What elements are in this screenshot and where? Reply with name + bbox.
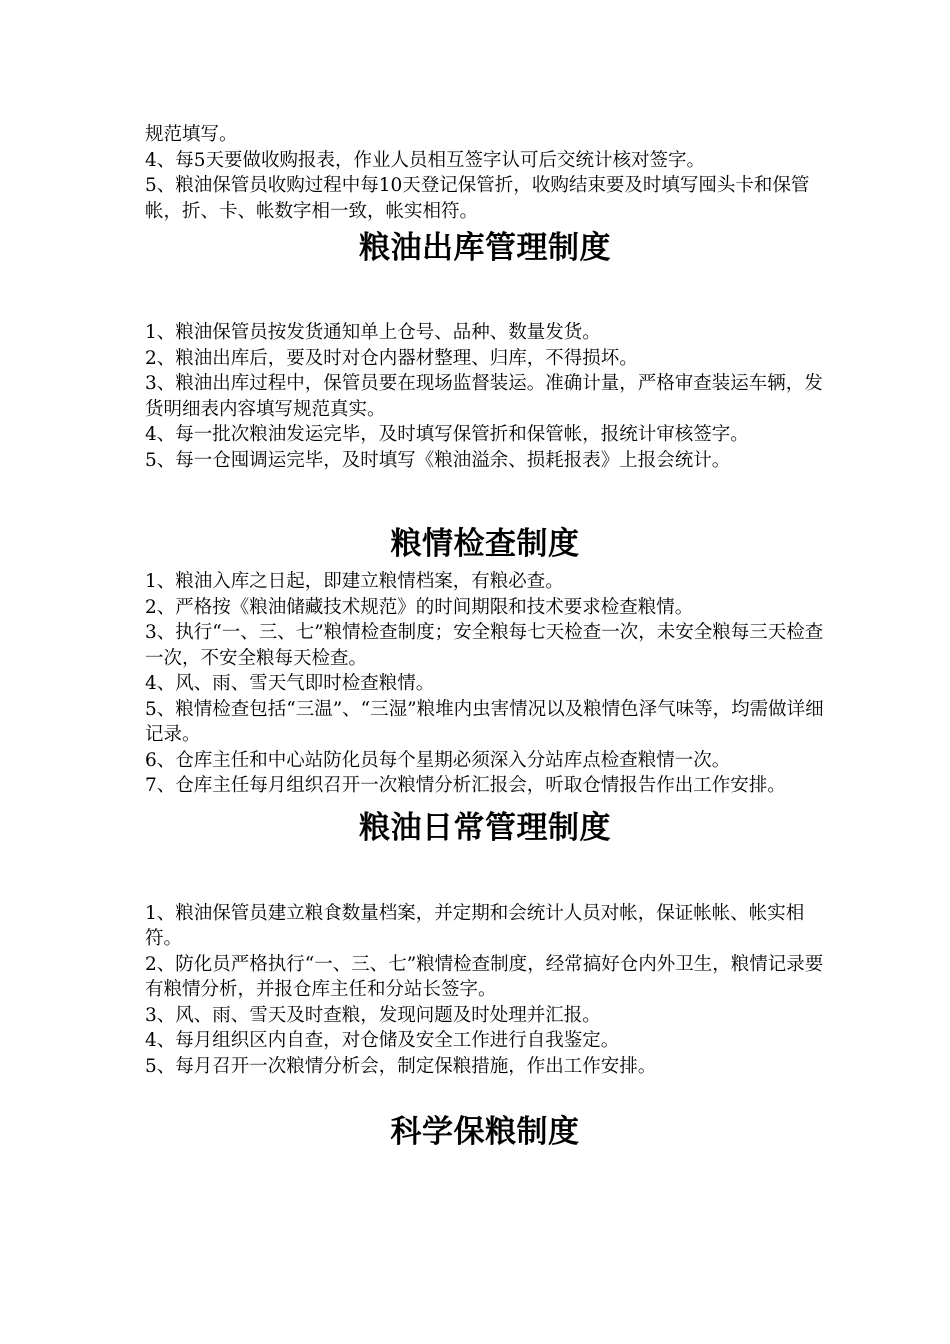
paragraph: 6、仓库主任和中心站防化员每个星期必须深入分站库点检查粮情一次。: [145, 749, 731, 771]
paragraph: 4、风、雨、雪天气即时检查粮情。: [145, 673, 435, 694]
paragraph: 7、仓库主任每月组织召开一次粮情分析汇报会，听取仓情报告作出工作安排。: [145, 775, 786, 796]
paragraph: 2、防化员严格执行“一、三、七”粮情检查制度，经常搞好仓内外卫生，粮情记录要有粮情分析，并报仓库主任和分站长签字。: [145, 953, 824, 1000]
paragraph: 3、风、雨、雪天及时查粮，发现问题及时处理并汇报。: [145, 1004, 601, 1026]
paragraph: 1、粮油入库之日起，即建立粮情档案，有粮必查。: [145, 571, 564, 592]
paragraph: 4、每月组织区内自查，对仓储及安全工作进行自我鉴定。: [145, 1030, 620, 1051]
section-title: 粮油日常管理制度: [359, 809, 611, 846]
document-page: [145, 122, 825, 1157]
paragraph: 4、每5天要做收购报表，作业人员相互签字认可后交统计核对签字。: [145, 149, 706, 171]
paragraph: 2、粮油出库后，要及时对仓内器材整理、归库，不得损坏。: [145, 347, 638, 369]
section-title: 科学保粮制度: [390, 1114, 580, 1150]
section-daily: [145, 805, 825, 1080]
paragraph: 4、每一批次粮油发运完毕，及时填写保管折和保管帐，报统计审核签字。: [145, 424, 749, 445]
section-title: 粮情检查制度: [390, 526, 580, 562]
paragraph: 2、严格按《粮油储藏技术规范》的时间期限和技术要求检查粮情。: [145, 596, 694, 618]
section-science: [145, 1107, 825, 1157]
paragraph: 1、粮油保管员建立粮食数量档案，并定期和会统计人员对帐，保证帐帐、帐实相符。: [145, 902, 805, 949]
paragraph: 5、粮油保管员收购过程中每10天登记保管折，收购结束要及时填写囤头卡和保管帐，折、卡、帐数字相一致，帐实相符。: [145, 175, 810, 222]
paragraph: 规范填写。: [145, 124, 238, 145]
paragraph: 5、每一仓囤调运完毕，及时填写《粮油溢余、损耗报表》上报会统计。: [145, 449, 731, 471]
paragraph: 1、粮油保管员按发货通知单上仓号、品种、数量发货。: [145, 322, 601, 343]
paragraph: 3、粮油出库过程中，保管员要在现场监督装运。准确计量，严格审查装运车辆，发货明细表内容填写规范真实。: [145, 373, 823, 420]
intro-section: [145, 122, 825, 224]
section-outbound: [145, 226, 825, 473]
paragraph: 5、每月召开一次粮情分析会，制定保粮措施，作出工作安排。: [145, 1055, 657, 1077]
paragraph: 5、粮情检查包括“三温”、“三湿”粮堆内虫害情况以及粮情色泽气味等，均需做详细记录。: [145, 698, 824, 745]
paragraph: 3、执行“一、三、七”粮情检查制度；安全粮每七天检查一次，未安全粮每三天检查一次，不安全粮每天检查。: [145, 622, 824, 669]
section-inspection: [145, 519, 825, 799]
section-title: 粮油出库管理制度: [359, 230, 611, 266]
